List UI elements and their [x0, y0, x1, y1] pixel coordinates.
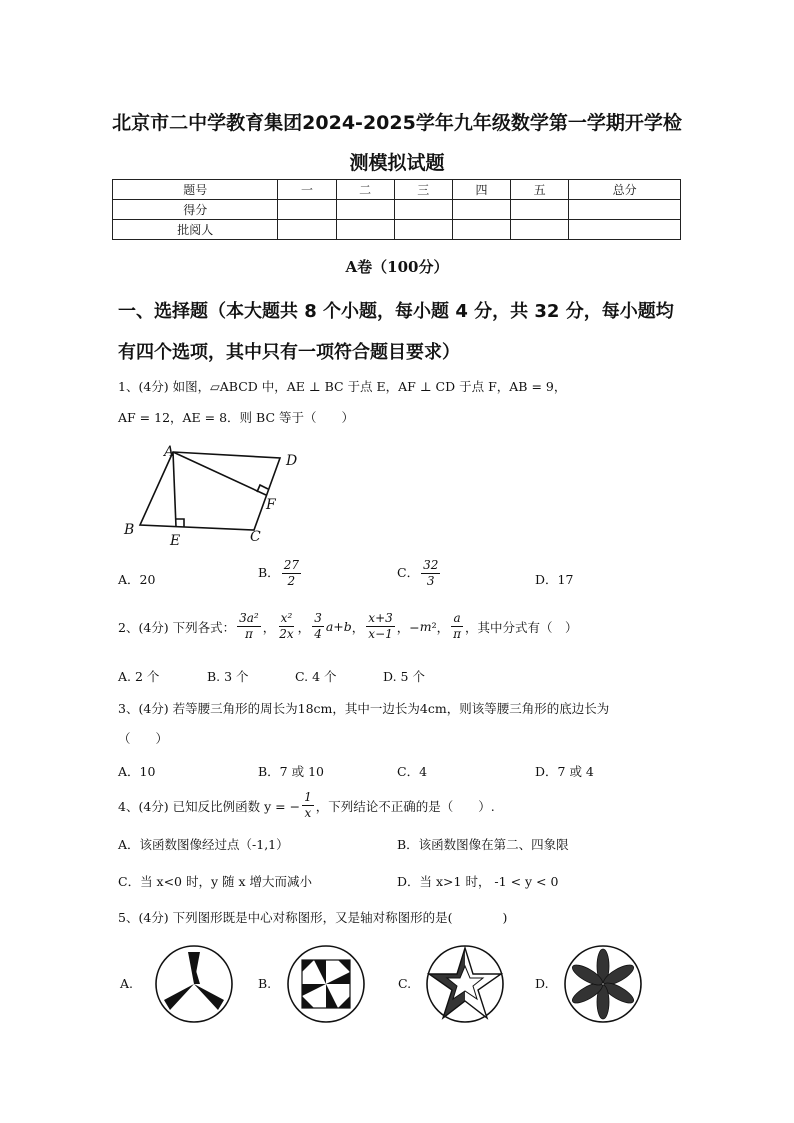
- label-d: D: [286, 453, 298, 469]
- header-cell: 四: [452, 180, 510, 200]
- score-cell[interactable]: [511, 200, 569, 220]
- reviewer-cell[interactable]: [394, 220, 452, 240]
- expr-a-over-pi: $\frac{a}{\pi}$: [453, 611, 462, 641]
- q5-option-a-label[interactable]: A.: [120, 976, 134, 991]
- row-label: 得分: [113, 200, 278, 220]
- expr-3-over-4: $\frac{3}{4}$: [314, 611, 322, 641]
- q2-option-a[interactable]: A. 2 个: [118, 669, 160, 684]
- expr-3a2-over-pi: $\frac{\text{3a²}}{\pi}$: [239, 611, 259, 641]
- tri-blade-figure-icon[interactable]: [154, 944, 234, 1024]
- q1-option-c[interactable]: [397, 558, 442, 589]
- q4-option-c[interactable]: C．当 x<0 时，y 随 x 增大而减小: [118, 874, 313, 889]
- reviewer-cell[interactable]: [569, 220, 681, 240]
- reviewer-cell[interactable]: [336, 220, 394, 240]
- header-cell: 二: [336, 180, 394, 200]
- q4-option-d[interactable]: D．当 x>1 时， -1 < y < 0: [397, 874, 559, 889]
- q1-option-a[interactable]: A．20: [118, 572, 156, 587]
- score-row: [113, 200, 681, 220]
- question-3-line-1: 3、(4分) 若等腰三角形的周长为18cm，其中一边长为4cm，则该等腰三角形的底边长为: [118, 701, 610, 716]
- q4-option-a[interactable]: A．该函数图像经过点（-1,1）: [118, 837, 289, 852]
- pinwheel-figure-icon[interactable]: [286, 944, 366, 1024]
- label-f: F: [266, 497, 276, 513]
- numerator: 1: [304, 790, 312, 804]
- q3-option-b[interactable]: B．7 或 10: [258, 764, 324, 779]
- q4-option-b[interactable]: B．该函数图像在第二、四象限: [397, 837, 569, 852]
- label-e: E: [170, 533, 181, 549]
- q2-option-d[interactable]: D. 5 个: [383, 669, 425, 684]
- label-b: B: [124, 522, 135, 538]
- denominator: 2: [287, 574, 296, 588]
- reviewer-row: [113, 220, 681, 240]
- reviewer-cell[interactable]: [278, 220, 336, 240]
- reviewer-cell[interactable]: [452, 220, 510, 240]
- q5-option-d-label[interactable]: D.: [535, 976, 549, 991]
- q1-option-b[interactable]: [258, 558, 303, 589]
- denominator: x: [304, 806, 312, 820]
- q5-option-c-label[interactable]: C.: [398, 976, 412, 991]
- question-3-line-2: （ ）: [118, 731, 169, 746]
- row-label: 批阅人: [113, 220, 278, 240]
- part-heading: A卷（100分）: [345, 258, 449, 276]
- title-line-2: 测模拟试题: [349, 152, 445, 174]
- header-cell: 总分: [569, 180, 681, 200]
- q1-option-c-fraction: [421, 558, 440, 589]
- header-cell: 五: [511, 180, 569, 200]
- q2-option-b[interactable]: B. 3 个: [207, 669, 249, 684]
- score-cell[interactable]: [336, 200, 394, 220]
- score-cell[interactable]: [278, 200, 336, 220]
- score-table-header-row: [113, 180, 681, 200]
- question-2-suffix: ，其中分式有（ ）: [465, 619, 578, 635]
- question-1-line-1: 1、(4分) 如图，▱ABCD 中，AE ⊥ BC 于点 E，AF ⊥ CD 于点 F，AB = 9，: [118, 379, 567, 394]
- question-4: [118, 790, 495, 821]
- title-line-1: 北京市二中学教育集团2024-2025学年九年级数学第一学期开学检: [112, 112, 682, 134]
- question-4-suffix: ，下列结论不正确的是（ ）.: [315, 798, 495, 814]
- section-1-heading-line-2: 有四个选项，其中只有一项符合题目要求）: [118, 342, 460, 363]
- star-figure-icon[interactable]: [425, 944, 505, 1024]
- flower-figure-icon[interactable]: [563, 944, 643, 1024]
- q1-option-b-fraction: [282, 558, 301, 589]
- section-1-heading-line-1: 一、选择题（本大题共 8 个小题，每小题 4 分，共 32 分，每小题均: [118, 301, 674, 322]
- q2-option-c[interactable]: C. 4 个: [295, 669, 337, 684]
- score-cell[interactable]: [394, 200, 452, 220]
- header-cell: 一: [278, 180, 336, 200]
- header-cell: 题号: [113, 180, 278, 200]
- numerator: 32: [423, 558, 439, 572]
- header-cell: 三: [394, 180, 452, 200]
- denominator: 3: [426, 574, 435, 588]
- label-a: A: [164, 444, 175, 460]
- score-cell[interactable]: [569, 200, 681, 220]
- q3-option-c[interactable]: C．4: [397, 764, 428, 779]
- question-4-prefix: 4、(4分) 已知反比例函数 y = −: [118, 798, 301, 814]
- expr-x3-over-x1: $\frac{x+3}{x-1}$: [368, 611, 393, 641]
- q3-option-a[interactable]: A．10: [118, 764, 156, 779]
- question-2: 2、(4分) 下列各式： $\frac{\text{3a²}}{\pi}$ ， $\frac{\text{x²}}{2x}$ ， $\frac{3}{4}$ a + b ， $\frac{x+3}{x-1}$ ，− m ²， $\frac{a}{\pi}$ ，其中分式有（ ）: [118, 611, 578, 641]
- q1-option-c-prefix: C．: [397, 565, 420, 580]
- q1-option-d[interactable]: D．17: [535, 572, 574, 587]
- question-5: 5、(4分) 下列图形既是中心对称图形，又是轴对称图形的是( ): [118, 910, 508, 925]
- label-c: C: [250, 529, 261, 545]
- q3-option-d[interactable]: D．7 或 4: [535, 764, 594, 779]
- numerator: 27: [283, 558, 299, 572]
- reviewer-cell[interactable]: [511, 220, 569, 240]
- question-2-prefix: 2、(4分) 下列各式：: [118, 619, 236, 635]
- q1-option-b-prefix: B．: [258, 565, 280, 580]
- question-4-fraction: [302, 790, 314, 821]
- score-cell[interactable]: [452, 200, 510, 220]
- q5-option-b-label[interactable]: B.: [258, 976, 272, 991]
- parallelogram-figure: [118, 440, 318, 550]
- expr-x2-over-2x: $\frac{\text{x²}}{2x}$: [279, 611, 294, 641]
- question-1-line-2: AF = 12，AE = 8．则 BC 等于（ ）: [118, 410, 354, 425]
- score-table: [112, 179, 681, 240]
